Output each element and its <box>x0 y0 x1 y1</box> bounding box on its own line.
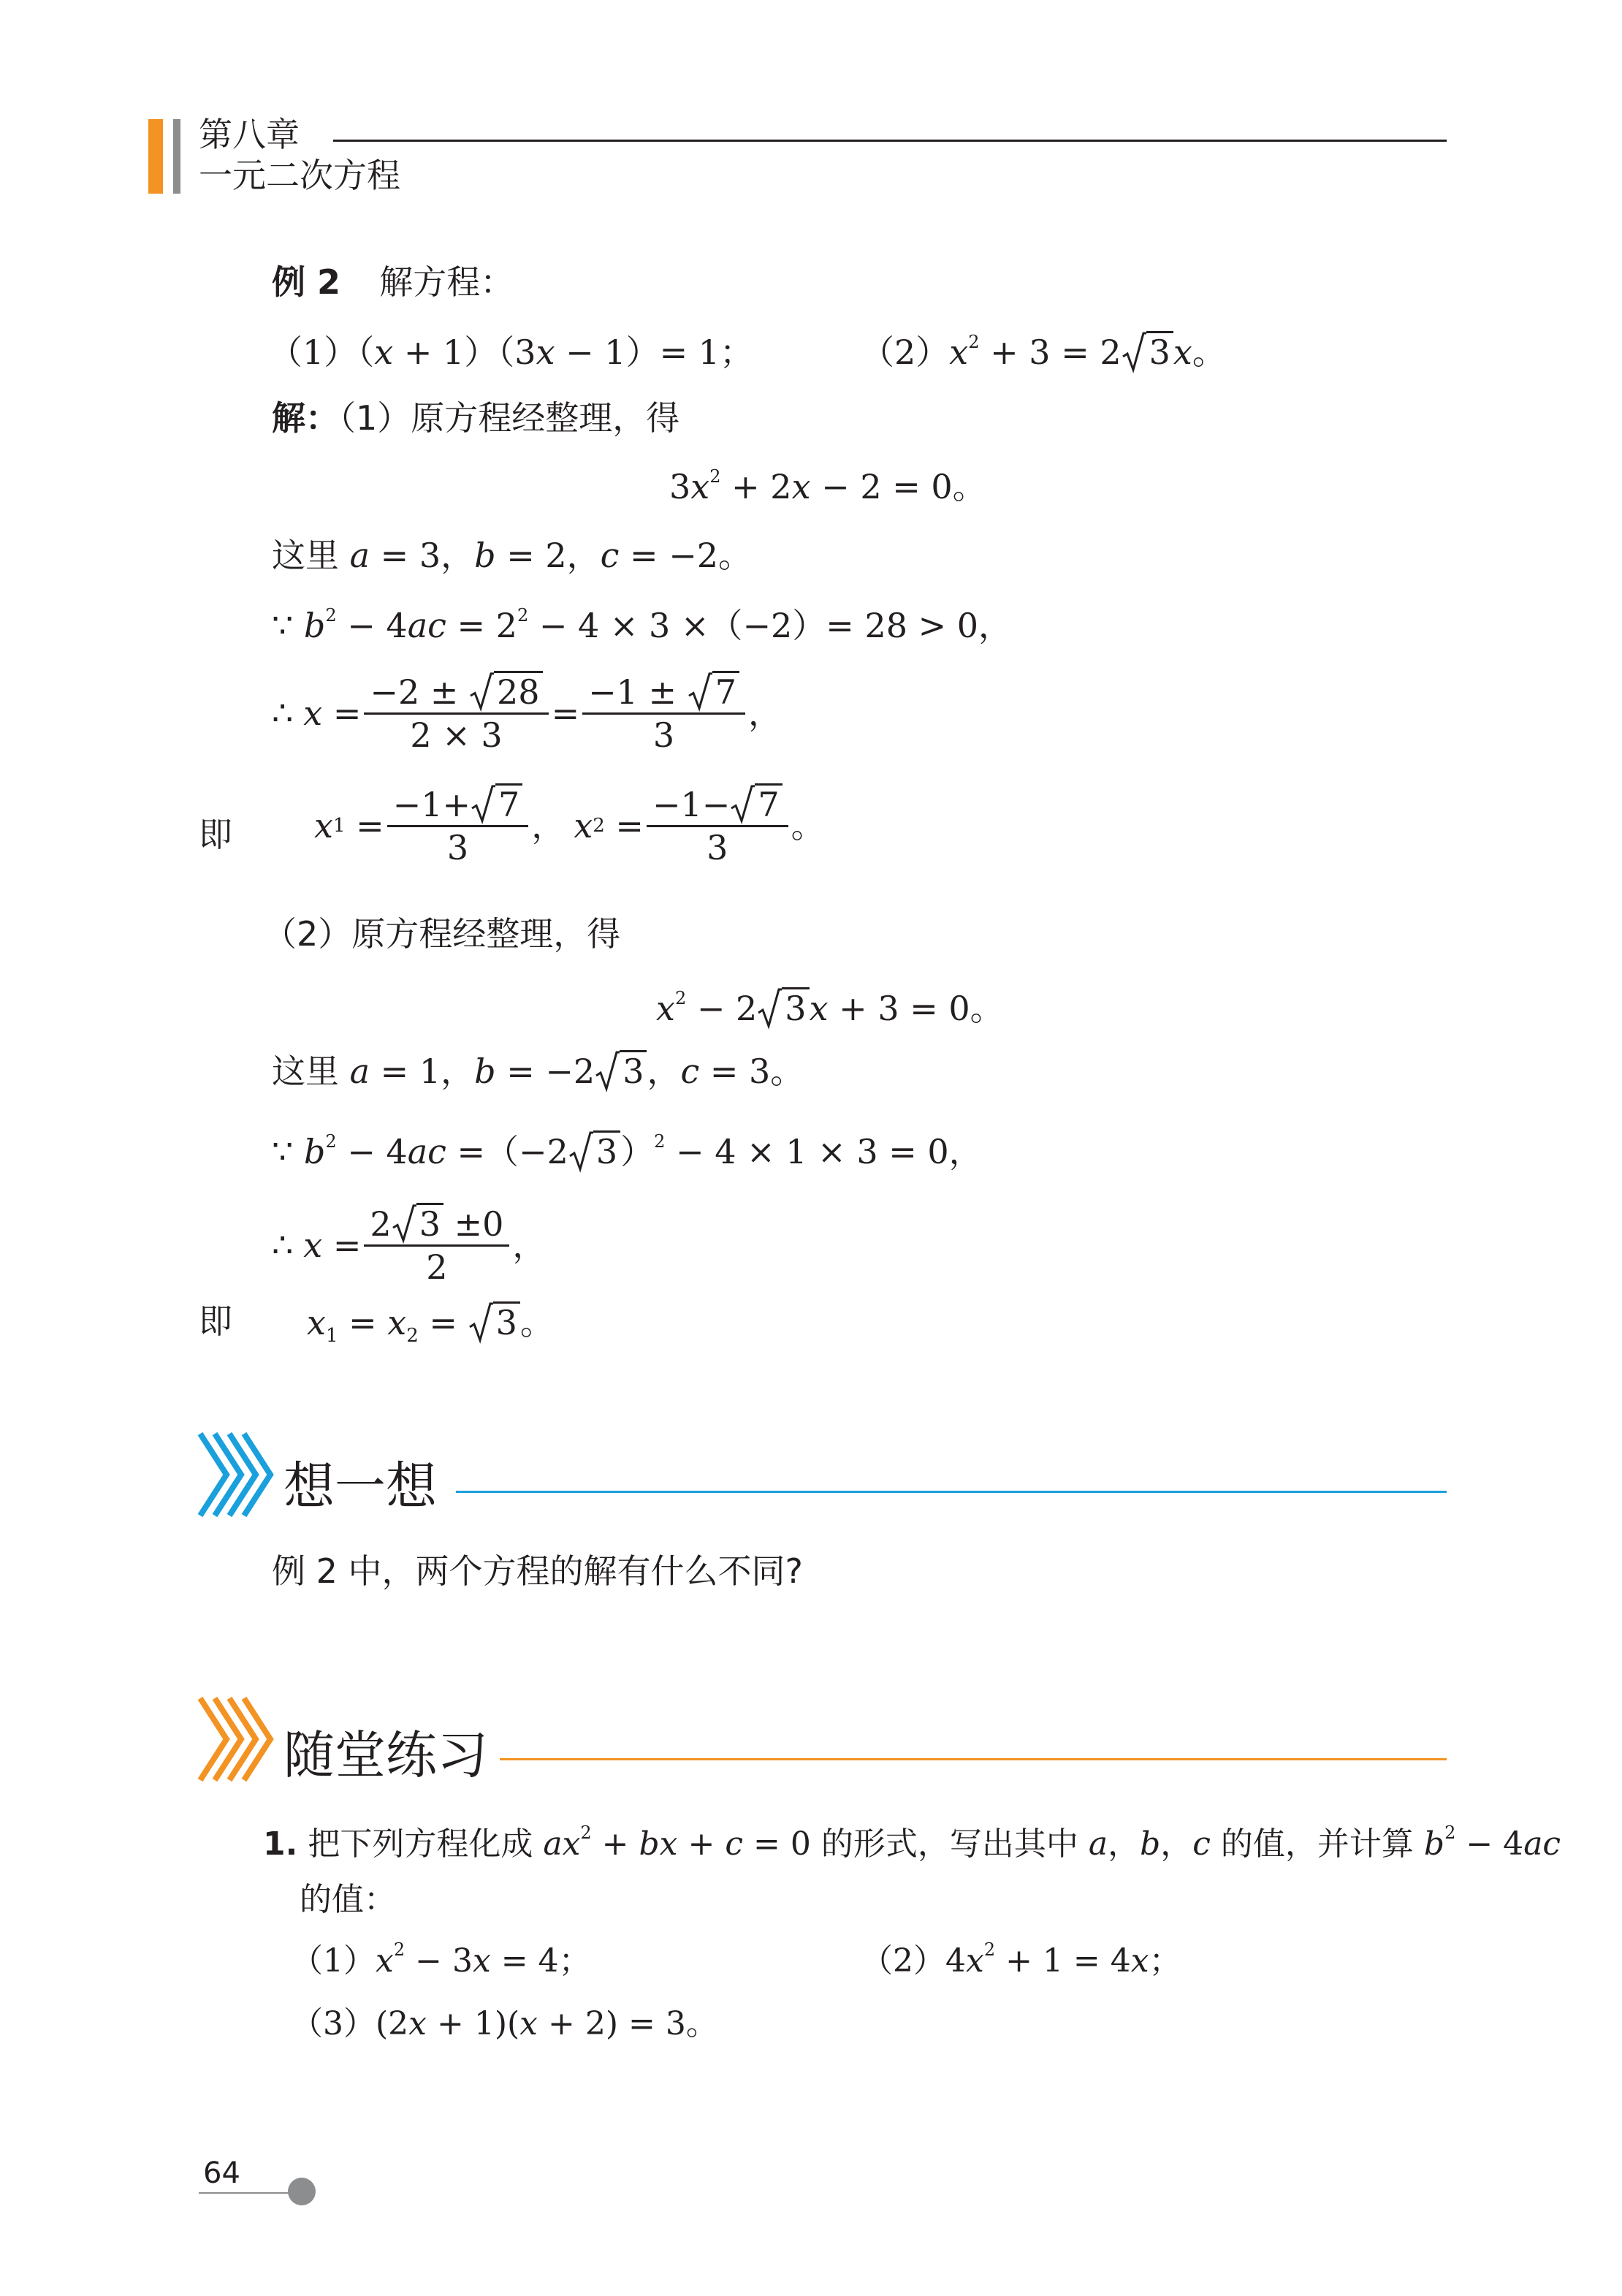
chevron-icon-blue <box>197 1431 278 1518</box>
solution-1-equation: $3x^2 + 2x - 2 = 0$。 <box>669 466 986 506</box>
practice-question-1-cont: 的值： <box>300 1881 396 1918</box>
ji-label-1: 即 <box>199 815 232 854</box>
practice-question-1: 1. 把下列方程化成 $ax^2$ + bx + c = 0 的形式，写出其中 a，b，c 的值，并计算 $b^2 - 4ac$ <box>263 1822 1561 1863</box>
solution-label: 解： <box>272 398 339 438</box>
think-title: 想一想 <box>283 1456 437 1516</box>
chevron-icon-orange <box>197 1695 278 1783</box>
solution-1-intro <box>272 396 679 440</box>
chapter-title: 一元二次方程 <box>199 156 400 195</box>
example-heading <box>272 260 514 304</box>
solution-2-discriminant: ∵ $b^2 - 4ac =(-2$ 3）$^2$ − 4 × 1 × 3 = 0， <box>272 1130 983 1174</box>
solution-2-intro: （2）原方程经整理，得 <box>263 914 621 954</box>
example-task: 解方程： <box>379 262 514 302</box>
example-label: 例 2 <box>272 262 341 302</box>
practice-item-3: （3）(2x + 1)(x + 2) = 3。 <box>291 2005 718 2042</box>
footer-dot <box>288 2178 316 2205</box>
chapter-number: 第八章 <box>199 115 300 154</box>
think-rule <box>456 1491 1447 1493</box>
solution-2-roots: $x_1 = x_2 = 3$。 <box>307 1301 554 1345</box>
think-question: 例 2 中，两个方程的解有什么不同? <box>272 1551 803 1591</box>
footer-rule <box>199 2192 294 2194</box>
ji-label-2: 即 <box>199 1301 232 1341</box>
solution-2-equation: $x^2 - 2$ 3x + 3 = 0。 <box>656 987 1004 1030</box>
solution-1-coefficients: 这里 a = 3，b = 2，c = −2。 <box>272 536 753 575</box>
header-bar-gray <box>173 119 180 194</box>
page-number: 64 <box>203 2156 240 2190</box>
practice-title: 随堂练习 <box>283 1725 488 1785</box>
header-rule <box>333 140 1447 142</box>
problem-eq1: （1）（x + 1）（3x − 1）= 1； <box>269 332 754 372</box>
solution-1-text: （1）原方程经整理，得 <box>339 398 680 438</box>
solution-1-discriminant: ∵ $b^2 - 4ac = 2^2 - 4 \times 3 \times(-2)= 28 > 0$， <box>272 605 1013 645</box>
practice-item-1: $(1)x^2 - 3x = 4$； <box>291 1939 591 1980</box>
problem-eq2: $(2)x^2 + 3 = 2$ 3x。 <box>861 330 1226 374</box>
solution-1-roots: x 1 = $\frac{-1+ 7}{3}$ ， x 2 = $\frac{-1- 7}{3}$ 。 <box>314 785 825 867</box>
question-number: 1. <box>263 1825 298 1863</box>
practice-rule <box>500 1758 1447 1760</box>
practice-item-2: $(2)4x^2 + 1 = 4x$； <box>861 1939 1181 1980</box>
solution-2-coefficients: 这里 a = 1，b = −2 3，c = 3。 <box>272 1049 804 1093</box>
header-bar-orange <box>148 119 163 194</box>
solution-1-formula: ∴ x = $\frac{-2 \pm 28}{2 \times 3}$ = $\frac{-1 \pm 7}{3}$ ， <box>272 672 782 755</box>
solution-2-formula: ∴ x = $\frac{2 3 \pm 0}{2}$ ， <box>272 1204 547 1287</box>
